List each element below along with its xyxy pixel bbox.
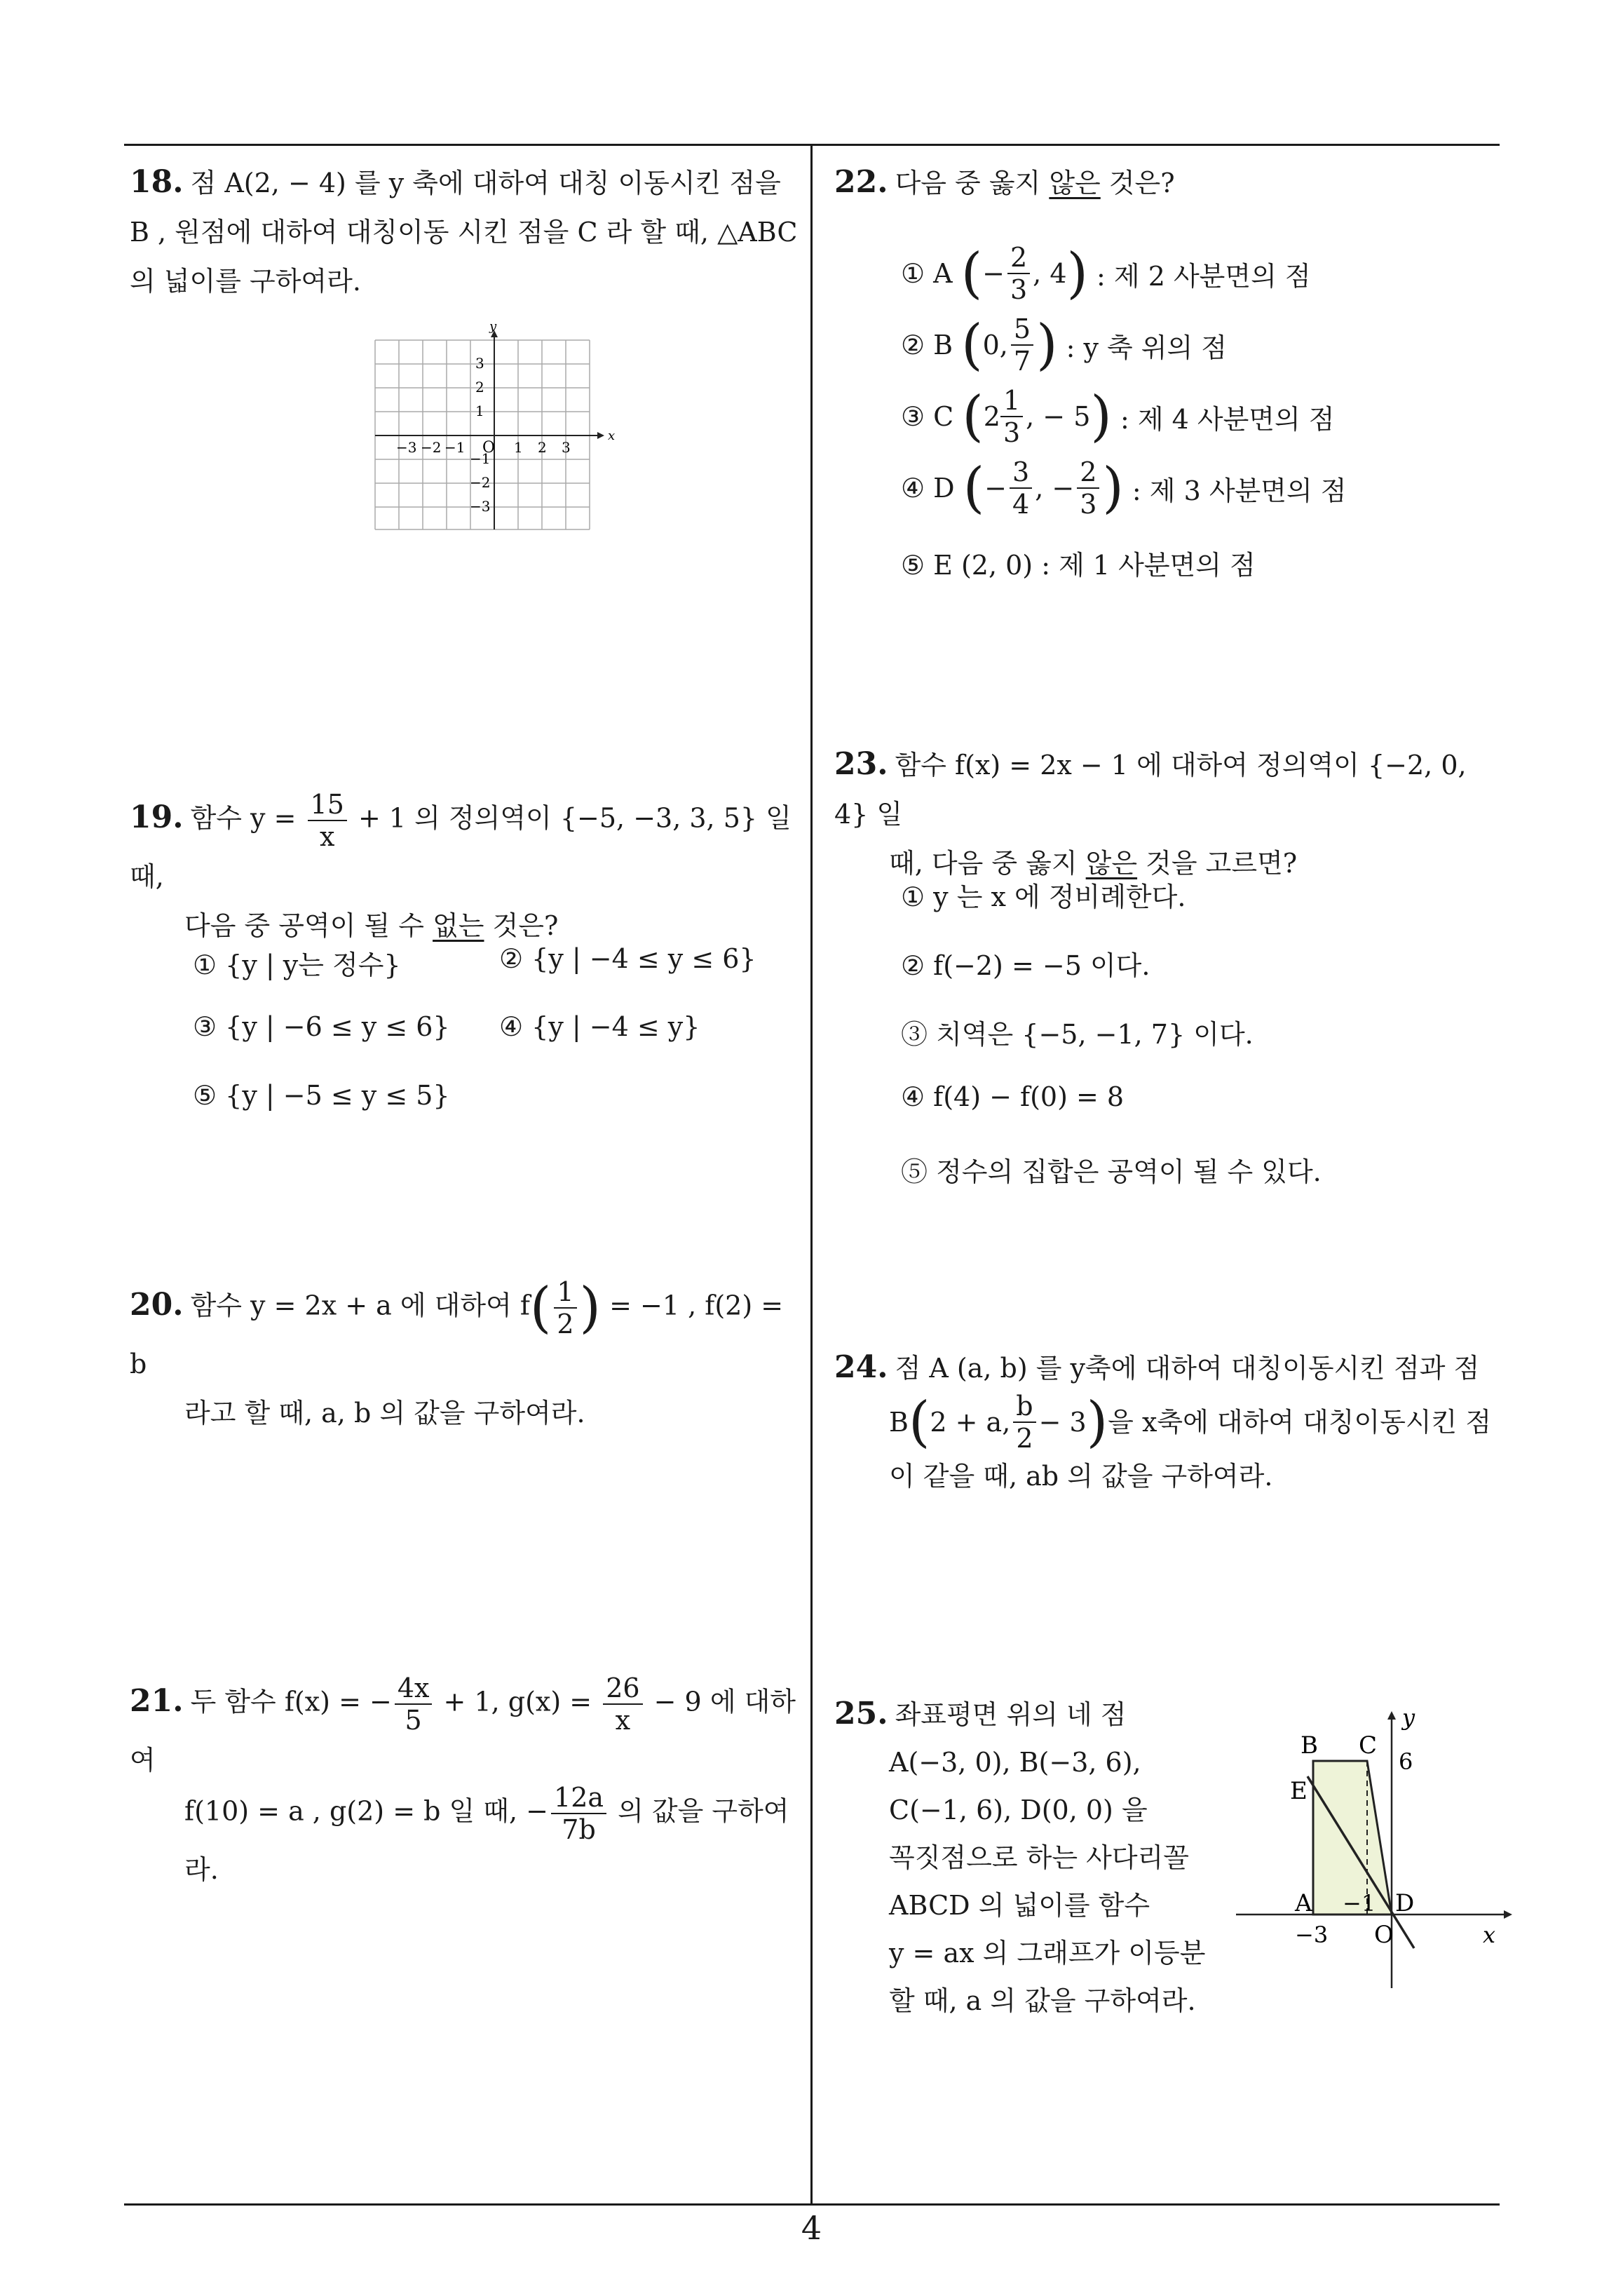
denominator: 5 — [405, 1705, 422, 1736]
right-paren: ) — [579, 1276, 601, 1339]
numerator: 15 — [308, 789, 347, 821]
underlined-text: 않은 — [1049, 168, 1101, 198]
problem-text: f(10) = a , g(2) = b 일 때, − — [184, 1795, 549, 1827]
problem-text: 것을 고르면? — [1137, 848, 1298, 879]
problem-text: 것은? — [1100, 168, 1175, 198]
choice-label: ③ C — [901, 401, 954, 432]
problem-text: y = ax 의 그래프가 이등분 — [889, 1938, 1206, 1969]
denominator: 3 — [1010, 274, 1028, 305]
numerator: b — [1013, 1391, 1035, 1423]
problem-text: 다음 중 옳지 — [895, 168, 1050, 198]
choice-label: ① A — [901, 258, 953, 289]
problem-text: 이 같을 때, ab 의 값을 구하여라. — [889, 1461, 1273, 1492]
denominator: 2 — [557, 1309, 574, 1339]
origin-label: O — [482, 439, 496, 457]
problem-22 — [834, 158, 1493, 208]
problem-text: 함수 y = — [190, 802, 305, 834]
problem-text: − 9 에 대하여 — [130, 1686, 796, 1776]
numerator: 1 — [1000, 385, 1023, 417]
choice-text: : y 축 위의 점 — [1066, 332, 1228, 363]
label-O: O — [1374, 1921, 1394, 1949]
numerator: 2 — [1007, 242, 1030, 274]
x-tick-label: 2 — [538, 439, 547, 456]
problem-number: 25. — [834, 1696, 888, 1731]
denominator: 3 — [1080, 489, 1097, 520]
label-y: y — [1402, 1704, 1415, 1731]
underlined-text: 않은 — [1085, 848, 1138, 879]
fraction — [1010, 457, 1032, 520]
problem-text: 다음 중 공역이 될 수 — [184, 910, 433, 941]
problem-20 — [130, 1276, 803, 1438]
problem-21 — [130, 1673, 803, 1894]
x-tick-label: −3 — [396, 439, 417, 456]
denominator: 4 — [1012, 489, 1030, 520]
numerator: 1 — [554, 1276, 576, 1309]
y-tick-label: −1 — [470, 450, 491, 467]
problem-text: 꼭짓점으로 하는 사다리꼴 — [889, 1842, 1189, 1873]
problem-text: − 3 — [1038, 1407, 1087, 1438]
problem-23 — [834, 740, 1493, 888]
label-neg1: −1 — [1343, 1890, 1376, 1917]
label-E: E — [1290, 1777, 1308, 1805]
numerator: 3 — [1010, 457, 1032, 489]
x-tick-label: −2 — [421, 439, 442, 456]
numerator: 4x — [395, 1673, 433, 1705]
problem-text: C(−1, 6), D(0, 0) 을 — [889, 1795, 1148, 1825]
choice-text: 0, — [982, 330, 1008, 360]
y-tick-label: 1 — [475, 403, 484, 419]
choice-2[interactable]: ② {y | −4 ≤ y ≤ 6} — [499, 943, 756, 974]
numerator: 12a — [551, 1782, 606, 1814]
problem-text: 을 x축에 대하여 대칭이동시킨 점 — [1108, 1407, 1492, 1438]
numerator: 2 — [1077, 457, 1099, 489]
fraction — [1013, 1391, 1035, 1454]
choice-text: , 4 — [1033, 258, 1067, 289]
problem-text: 함수 f(x) = 2x − 1 에 대하여 정의역이 {−2, 0, 4} 일 — [834, 750, 1467, 830]
fraction — [551, 1782, 606, 1845]
choice-text: , − — [1035, 473, 1075, 504]
problem-text: 때, 다음 중 옳지 — [889, 848, 1086, 879]
choice-text: , − 5 — [1026, 401, 1091, 432]
choice-1[interactable]: ① A ( − $\frac{2}{3}$ , 4 ) : 제 2 사분면의 점 — [901, 242, 1311, 305]
choice-2[interactable]: ② B ( 0, $\frac{5}{7}$ ) : y 축 위의 점 — [901, 313, 1228, 377]
page-number: 4 — [801, 2209, 822, 2247]
fraction — [308, 789, 347, 852]
left-paren: ( — [529, 1276, 552, 1339]
choice-2[interactable]: ② f(−2) = −5 이다. — [901, 950, 1150, 981]
column-divider — [810, 144, 813, 2206]
problem-number: 19. — [130, 799, 184, 835]
problem-number: 20. — [130, 1286, 184, 1323]
denominator: x — [319, 821, 335, 852]
problem-25 — [834, 1690, 1227, 2025]
label-x: x — [1483, 1922, 1496, 1948]
denominator: 3 — [1003, 417, 1021, 448]
label-D: D — [1395, 1889, 1415, 1917]
problem-number: 21. — [130, 1682, 184, 1719]
y-tick-label: −2 — [470, 474, 491, 491]
trapezoid-figure — [1230, 1701, 1525, 1995]
problem-text: 점 A(2, − 4) 를 y 축에 대하여 대칭 이동시킨 점을 B , 원점에 대하여 대칭이동 시킨 점을 C 라 할 때, △ABC 의 넓이를 구하여라. — [130, 168, 798, 297]
problem-number: 23. — [834, 746, 888, 782]
problem-number: 18. — [130, 164, 184, 200]
choice-text: − — [984, 473, 1007, 504]
problem-text: ABCD 의 넓이를 함수 — [889, 1890, 1150, 1921]
choice-4[interactable]: ④ {y | −4 ≤ y} — [499, 1011, 700, 1042]
label-six: 6 — [1399, 1748, 1413, 1775]
fraction — [1011, 313, 1033, 377]
x-axis-label: x — [608, 428, 616, 443]
problem-text: B — [889, 1407, 909, 1438]
x-tick-label: 3 — [562, 439, 571, 456]
choice-label: ② B — [901, 330, 953, 360]
coordinate-grid-figure — [365, 319, 624, 536]
fraction — [1007, 242, 1030, 305]
fraction — [1077, 457, 1099, 520]
y-tick-label: 2 — [475, 379, 484, 396]
fraction — [554, 1276, 576, 1339]
choice-5[interactable]: ⑤ {y | −5 ≤ y ≤ 5} — [193, 1080, 450, 1111]
problem-text: A(−3, 0), B(−3, 6), — [889, 1747, 1141, 1778]
choice-text: − — [982, 258, 1005, 289]
problem-text: 것은? — [484, 910, 559, 941]
problem-text: 좌표평면 위의 네 점 — [895, 1699, 1127, 1730]
choice-5[interactable]: ⑤ 정수의 집합은 공역이 될 수 있다. — [901, 1156, 1322, 1187]
label-B: B — [1301, 1731, 1318, 1760]
problem-19 — [130, 789, 803, 950]
choice-text: : 제 4 사분면의 점 — [1120, 403, 1335, 435]
choice-3[interactable]: ③ C ( 2 $\frac{1}{3}$ , − 5 ) : 제 4 사분면의 점 — [901, 385, 1335, 448]
label-A: A — [1295, 1889, 1312, 1917]
problem-text: 두 함수 f(x) = − — [190, 1686, 392, 1717]
problem-text: 할 때, a 의 값을 구하여라. — [889, 1985, 1196, 2016]
choice-text: : 제 2 사분면의 점 — [1096, 260, 1311, 292]
choice-1[interactable]: ① {y | y는 정수} — [193, 950, 401, 980]
choice-3[interactable]: ③ {y | −6 ≤ y ≤ 6} — [193, 1011, 450, 1042]
label-neg3: −3 — [1295, 1922, 1329, 1948]
problem-text: + 1, g(x) = — [435, 1686, 601, 1717]
problem-number: 24. — [834, 1349, 888, 1385]
problem-24: 24. 점 A (a, b) 를 y축에 대하여 대칭이동시킨 점과 점 B ( 2 + a, $\frac{b}{2}$ − 3 ) 을 x축에 대하여 대칭이동시킨 점 이 같을 때, ab 의 값을 구하여라. — [834, 1343, 1507, 1501]
problem-number: 22. — [834, 164, 888, 200]
choice-4[interactable]: ④ D ( − $\frac{3}{4}$ , − $\frac{2}{3}$ ) : 제 3 사분면의 점 — [901, 457, 1347, 520]
bottom-rule — [124, 2203, 1500, 2206]
x-tick-label: 1 — [514, 439, 523, 456]
numerator: 5 — [1011, 313, 1033, 346]
denominator: 7 — [1013, 346, 1031, 377]
problem-text: + 1 의 정의역이 {−5, −3, 3, 5} 일 때, — [130, 802, 792, 892]
denominator: x — [615, 1705, 631, 1736]
denominator: 2 — [1016, 1423, 1033, 1454]
underlined-text: 없는 — [433, 910, 484, 941]
choice-4[interactable]: ④ f(4) − f(0) = 8 — [901, 1081, 1125, 1112]
y-axis-label: y — [489, 319, 497, 334]
choice-3[interactable]: ③ 치역은 {−5, −1, 7} 이다. — [901, 1019, 1254, 1050]
x-tick-label: −1 — [444, 439, 466, 456]
fraction — [395, 1673, 433, 1736]
choice-1[interactable]: ① y 는 x 에 정비례한다. — [901, 882, 1186, 912]
denominator: 7b — [562, 1814, 596, 1845]
numerator: 26 — [603, 1673, 642, 1705]
fraction — [603, 1673, 642, 1736]
problem-text: 의 값을 구하여라. — [184, 1795, 789, 1885]
label-C: C — [1359, 1731, 1378, 1760]
problem-text: 2 + a, — [930, 1407, 1011, 1438]
choice-text: 2 — [983, 401, 1000, 432]
problem-text: 함수 y = 2x + a 에 대하여 f — [190, 1290, 530, 1321]
problem-text: 점 A (a, b) 를 y축에 대하여 대칭이동시킨 점과 점 — [895, 1353, 1480, 1384]
y-tick-label: 3 — [475, 355, 484, 372]
choice-text: : 제 3 사분면의 점 — [1132, 475, 1347, 506]
y-tick-label: −3 — [470, 498, 491, 515]
problem-text: 라고 할 때, a, b 의 값을 구하여라. — [184, 1398, 585, 1429]
fraction — [1000, 385, 1023, 448]
choice-label: ④ D — [901, 473, 955, 504]
problem-text: = −1 , f(2) = b — [130, 1290, 784, 1379]
choice-5[interactable]: ⑤ E (2, 0) : 제 1 사분면의 점 — [901, 550, 1256, 581]
problem-18 — [130, 158, 803, 306]
